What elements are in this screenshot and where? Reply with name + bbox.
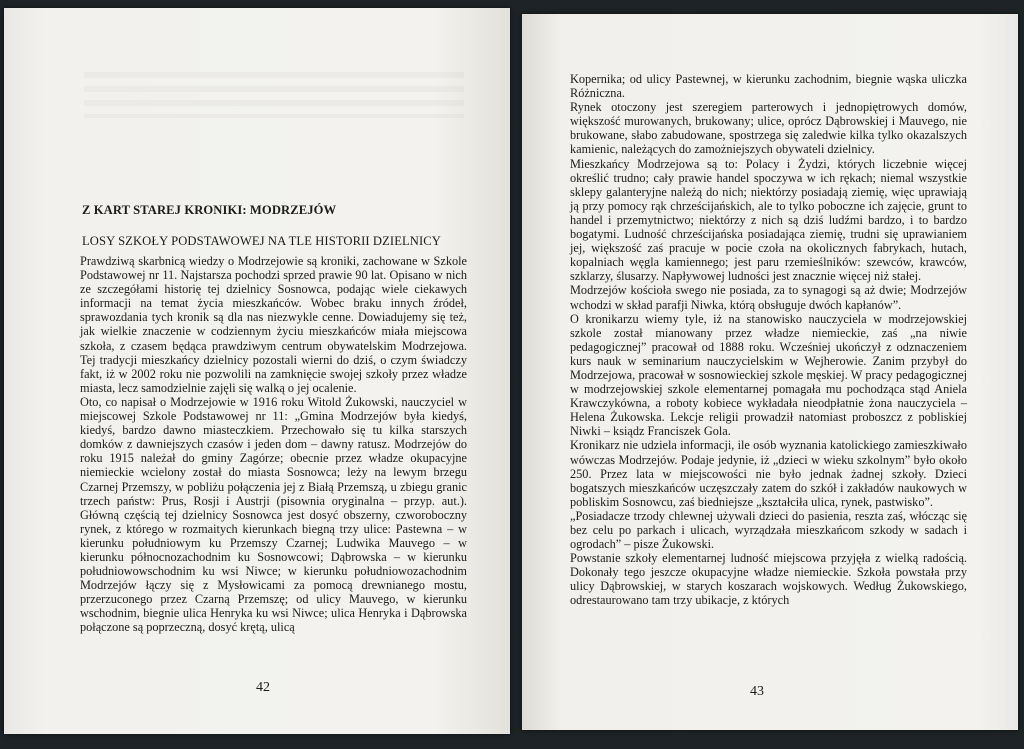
right-page [522, 14, 1018, 730]
page-number: 42 [256, 680, 270, 695]
paragraph: Kronikarz nie udziela informacji, ile osób wyznania katolickiego zamieszkiwało wówczas Modrzejów. Podaje jedynie, iż „dzieci w wieku szkolnym” było około 250. Przez lata w miejscowości nie było jednak żadnej szkoły. Dzieci bogatszych mieszkańców uczęszczały zatem do szkół i zakładów naukowych w pobliskim Sosnowcu, zaś biedniejsze „kształciła ulica, rynek, pastwisko”. [570, 438, 967, 509]
section-title: LOSY SZKOŁY PODSTAWOWEJ NA TLE HISTORII DZIELNICY [82, 234, 441, 248]
bleed-through-text [84, 72, 464, 118]
paragraph: Powstanie szkoły elementarnej ludność miejscowa przyjęła z wielką radością. Dokonały tego jeszcze okupacyjne władze niemieckie. Szkoła powstała przy ulicy Dąbrowskiej, w starych koszarach wojskowych. Według Żukowskiego, odrestaurowano tam trzy ubikacje, z których [570, 551, 967, 608]
paragraph: „Posiadacze trzody chlewnej używali dzieci do pasienia, reszta zaś, włócząc się bez celu po parkach i ulicach, wyrządzała mieszkańcom szkody w sadach i ogrodach” – pisze Żukowski. [570, 508, 967, 552]
page-number: 43 [750, 684, 764, 699]
paragraph: O kronikarzu wiemy tyle, iż na stanowisko nauczyciela w modrzejowskiej szkole został mianowany przez władze niemieckie, zaś „na niwie pedagogicznej” pracował od 1888 roku. Wcześniej ukończył z odznaczeniem kurs nauk w seminarium nauczycielskim w Wejherowie. Zanim przybył do Modrzejowa, pracował w sosnowieckiej szkole męskiej. W pracy pedagogicznej w modrzejowskiej szkole elementarnej pomagała mu pochodząca stąd Aniela Krawczykówna, a roboty kobiece wykładała nieodpłatnie żona nauczyciela – Helena Żukowska. Lekcje religii prowadził natomiast proboszcz z pobliskiej Niwki – ksiądz Franciszek Gola. [570, 311, 967, 439]
paragraph: Modrzejów kościoła swego nie posiada, za to synagogi są aż dwie; Modrzejów wchodzi w skład parafji Niwka, którą obsługuje dwóch kapłanów”. [570, 283, 967, 312]
paragraph: Oto, co napisał o Modrzejowie w 1916 roku Witold Żukowski, nauczyciel w miejscowej Szkole Podstawowej nr 11: „Gmina Modrzejów była kiedyś, kiedyś, bardzo dawno miasteczkiem. Przechowało się tu kilka starszych domków z dawniejszych czasów i jeden dom – dawny ratusz. Modrzejów do roku 1915 należał do gminy Zagórze; obecnie przez władze okupacyjne niemieckie wcielony został do miasta Sosnowca; leży na lewym brzegu Czarnej Przemszy, w pobliżu połączenia jej z Białą Przemszą, u zbiegu granic trzech państw: Prus, Rosji i Austrji (pisownia oryginalna – przyp. aut.). Główną częścią tej dzielnicy Sosnowca jest dosyć obszerny, czworoboczny rynek, z którego w rozmaitych kierunkach biegną trzy ulice: Pastewna – w kierunku południowym ku Przemszy Czarnej; Ludwika Mauvego – w kierunku północnozachodnim ku Sosnowcowi; Dąbrowska – w kierunku południowowschodnim ku wsi Niwce; w kierunku południowozachodnim Modrzejów łączy się z Mysłowicami za pomocą drewnianego mostu, przerzuconego przez Czarną Przemszę; od ulicy Mauvego, w kierunku wschodnim, biegnie ulica Henryka ku wsi Niwce; ulica Henryka i Dąbrowska połączone są poprzeczną, dosyć krętą, ulicą [80, 394, 467, 635]
left-page [4, 8, 510, 734]
paragraph: Prawdziwą skarbnicą wiedzy o Modrzejowie są kroniki, zachowane w Szkole Podstawowej nr 11. Najstarsza pochodzi sprzed prawie 90 lat. Opisano w nich ze szczegółami historię tej dzielnicy Sosnowca, podając wiele ciekawych informacji na temat życia mieszkańców. Wobec braku innych źródeł, sprawozdania tych kronik są dla nas niezwykle cenne. Dowiadujemy się też, jak wielkie znaczenie w codziennym życiu mieszkańców miała miejscowa szkoła, z czasem będąca prawdziwym centrum obywatelskim Modrzejowa. Tej tradycji mieszkańcy dzielnicy pozostali wierni do dziś, o czym świadczy fakt, iż w 2002 roku nie pozwolili na zamknięcie swojej szkoły przez władze miasta, lecz samodzielnie zajęli się walką o jej ocalenie. [80, 254, 467, 395]
paragraph: Rynek otoczony jest szeregiem parterowych i jednopiętrowych domów, większość murowanych, brukowany; ulice, oprócz Dąbrowskiej i Mauvego, nie brukowane, słabo zabudowane, spostrzega się zaledwie kilka tylko okazalszych kamienic, należących do zamożniejszych obywateli dzielnicy. [570, 100, 967, 157]
right-page-body [570, 72, 967, 608]
paragraph: Kopernika; od ulicy Pastewnej, w kierunku zachodnim, biegnie wąska uliczka Różniczna. [570, 72, 967, 101]
chapter-title: Z KART STAREJ KRONIKI: MODRZEJÓW [82, 203, 337, 217]
paragraph: Mieszkańcy Modrzejowa są to: Polacy i Żydzi, których liczebnie więcej określić trudno; cały prawie handel spoczywa w ich rękach; niemal wszystkie sklepy galanteryjne należą do nich; niektórzy posiadają ziemię, więc uprawiają ją przy pomocy rąk chrześcijańskich, ale to tylko poboczne ich zajęcie, grunt to handel i przemytnictwo; niektórzy z nich są dziś ludźmi bardzo, i to bardzo bogatymi. Ludność chrześcijańska posiadająca ziemię, trudni się uprawianiem jej, większość zaś pracuje w pocie czoła na okolicznych fabrykach, hutach, kopalniach węgla kamiennego; jest paru rzemieślników: szewców, krawców, szklarzy, ślusarzy. Napływowej ludności jest znacznie więcej niż stałej. [570, 156, 967, 284]
left-page-body [80, 254, 467, 635]
